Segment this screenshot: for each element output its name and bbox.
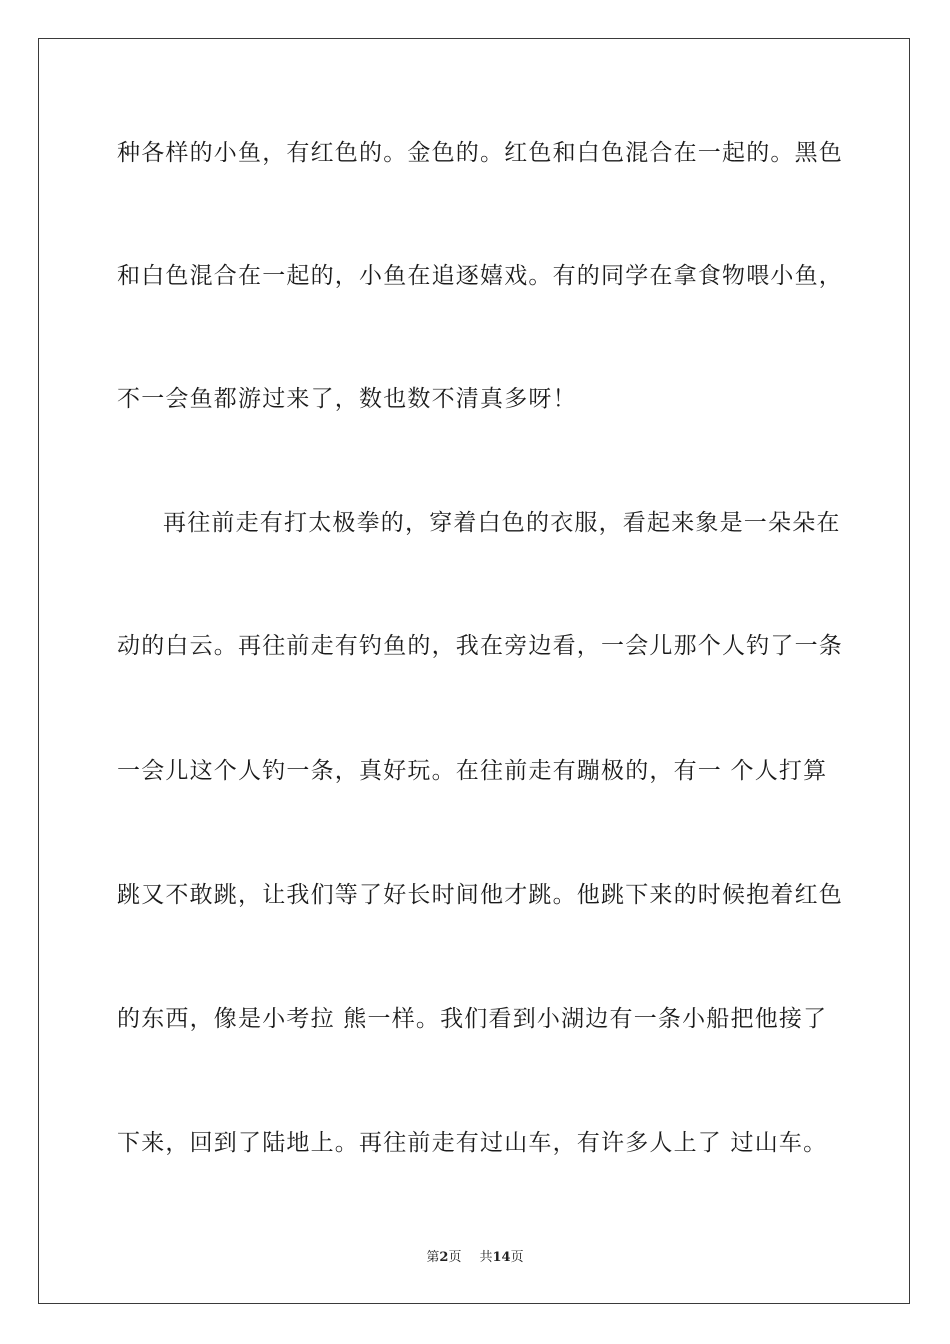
page-prefix: 第 xyxy=(426,1250,440,1265)
text-line: 动的白云。再往前走有钓鱼的，我在旁边看，一会儿那个人钓了一条 xyxy=(117,633,843,659)
text-line: 下来，回到了陆地上。再往前走有过山车，有许多人上了 过山车。 xyxy=(117,1130,828,1156)
page-footer xyxy=(0,1246,950,1265)
text-line: 不一会鱼都游过来了，数也数不清真多呀！ xyxy=(117,386,577,412)
page-border xyxy=(38,38,910,1304)
total-pages: 14 xyxy=(492,1250,511,1265)
paragraph-start-line: 再往前走有打太极拳的，穿着白色的衣服，看起来象是一朵朵在 xyxy=(163,510,841,536)
page-number: 2 xyxy=(439,1250,449,1265)
text-line: 和白色混合在一起的，小鱼在追逐嬉戏。有的同学在拿食物喂小鱼， xyxy=(117,263,843,289)
text-line: 一会儿这个人钓一条，真好玩。在往前走有蹦极的，有一 个人打算 xyxy=(117,758,828,784)
total-prefix: 共 xyxy=(479,1250,493,1265)
text-line: 的东西，像是小考拉 熊一样。我们看到小湖边有一条小船把他接了 xyxy=(117,1006,828,1032)
total-suffix: 页 xyxy=(510,1250,524,1265)
page-suffix: 页 xyxy=(448,1250,462,1265)
text-line: 种各样的小鱼，有红色的。金色的。红色和白色混合在一起的。黑色 xyxy=(117,140,843,166)
text-line: 跳又不敢跳，让我们等了好长时间他才跳。他跳下来的时候抱着红色 xyxy=(117,882,843,908)
